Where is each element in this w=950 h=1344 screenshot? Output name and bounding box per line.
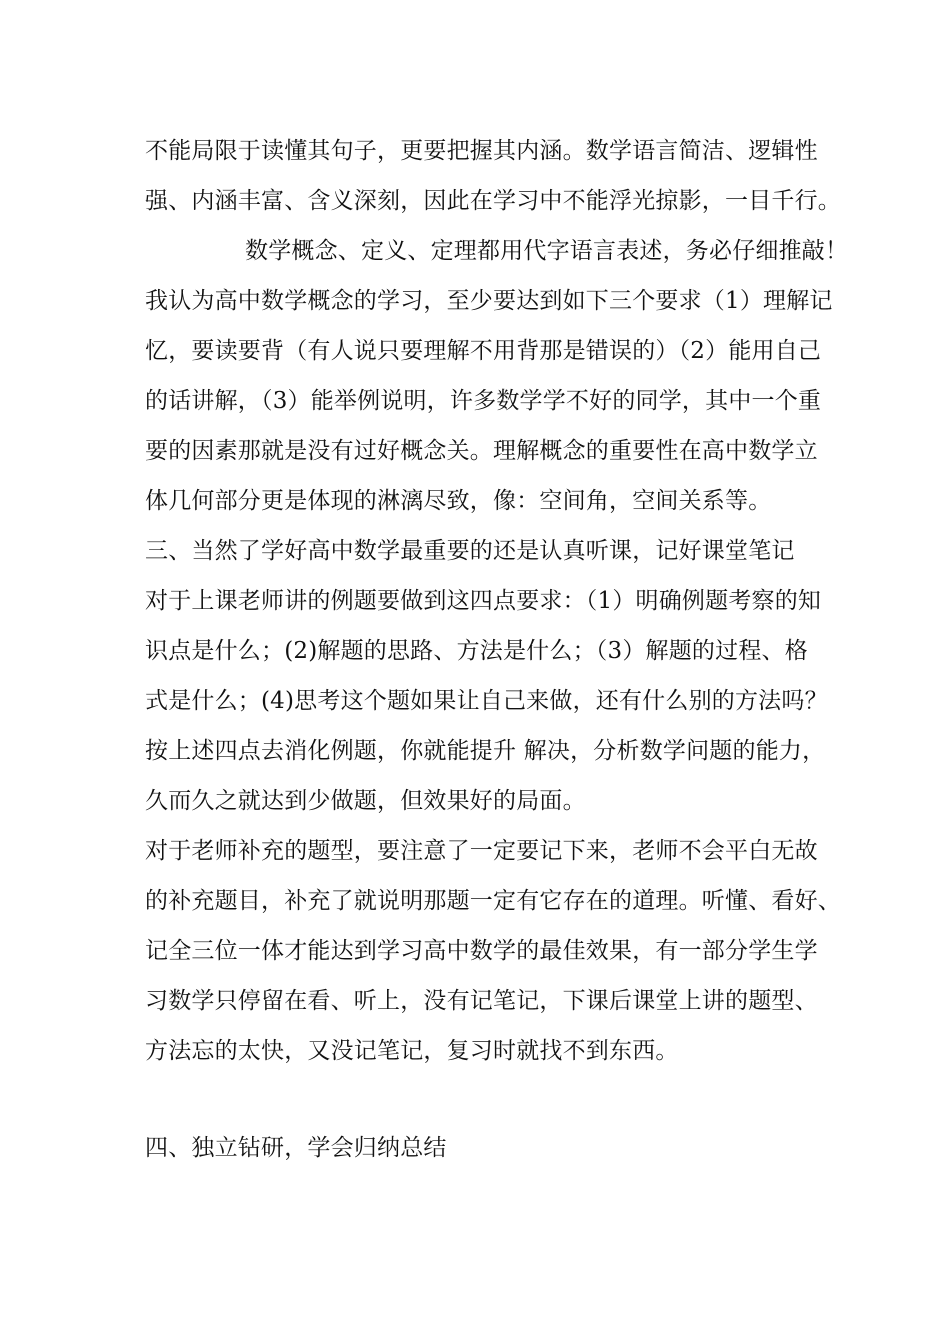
paragraph-line: 识点是什么；(2)解题的思路、方法是什么；（3）解题的过程、格 [145,638,808,664]
paragraph-line: 的话讲解，（3）能举例说明，许多数学学不好的同学，其中一个重 [145,388,822,414]
paragraph-line: 忆，要读要背（有人说只要理解不用背那是错误的）（2）能用自己 [145,338,822,364]
paragraph-line: 不能局限于读懂其句子，更要把握其内涵。数学语言简洁、逻辑性 [145,138,818,164]
paragraph-line: 记全三位一体才能达到学习高中数学的最佳效果，有一部分学生学 [145,938,818,964]
paragraph-line: 强、内涵丰富、含义深刻，因此在学习中不能浮光掠影，一目千行。 [145,188,841,214]
paragraph-line: 的补充题目，补充了就说明那题一定有它存在的道理。听懂、看好、 [145,888,841,914]
paragraph-line: 对于上课老师讲的例题要做到这四点要求：（1）明确例题考察的知 [145,588,822,614]
section-heading: 四、独立钻研，学会归纳总结 [145,1135,447,1161]
paragraph-line: 久而久之就达到少做题，但效果好的局面。 [145,788,586,814]
paragraph-line: 要的因素那就是没有过好概念关。理解概念的重要性在高中数学立 [145,438,818,464]
paragraph-line: 体几何部分更是体现的淋漓尽致，像：空间角，空间关系等。 [145,488,772,514]
paragraph-line: 按上述四点去消化例题，你就能提升 解决，分析数学问题的能力， [145,738,826,764]
paragraph-line: 对于老师补充的题型，要注意了一定要记下来，老师不会平白无故 [145,838,818,864]
paragraph-line: 数学概念、定义、定理都用代字语言表述，务必仔细推敲！ [245,238,849,264]
paragraph-line: 方法忘的太快，又没记笔记，复习时就找不到东西。 [145,1038,679,1064]
section-heading: 三、当然了学好高中数学最重要的还是认真听课，记好课堂笔记 [145,538,795,564]
paragraph-line: 式是什么；(4)思考这个题如果让自己来做，还有什么别的方法吗？ [145,688,828,714]
paragraph-line: 习数学只停留在看、听上，没有记笔记，下课后课堂上讲的题型、 [145,988,818,1014]
paragraph-line: 我认为高中数学概念的学习，至少要达到如下三个要求（1）理解记 [145,288,833,314]
